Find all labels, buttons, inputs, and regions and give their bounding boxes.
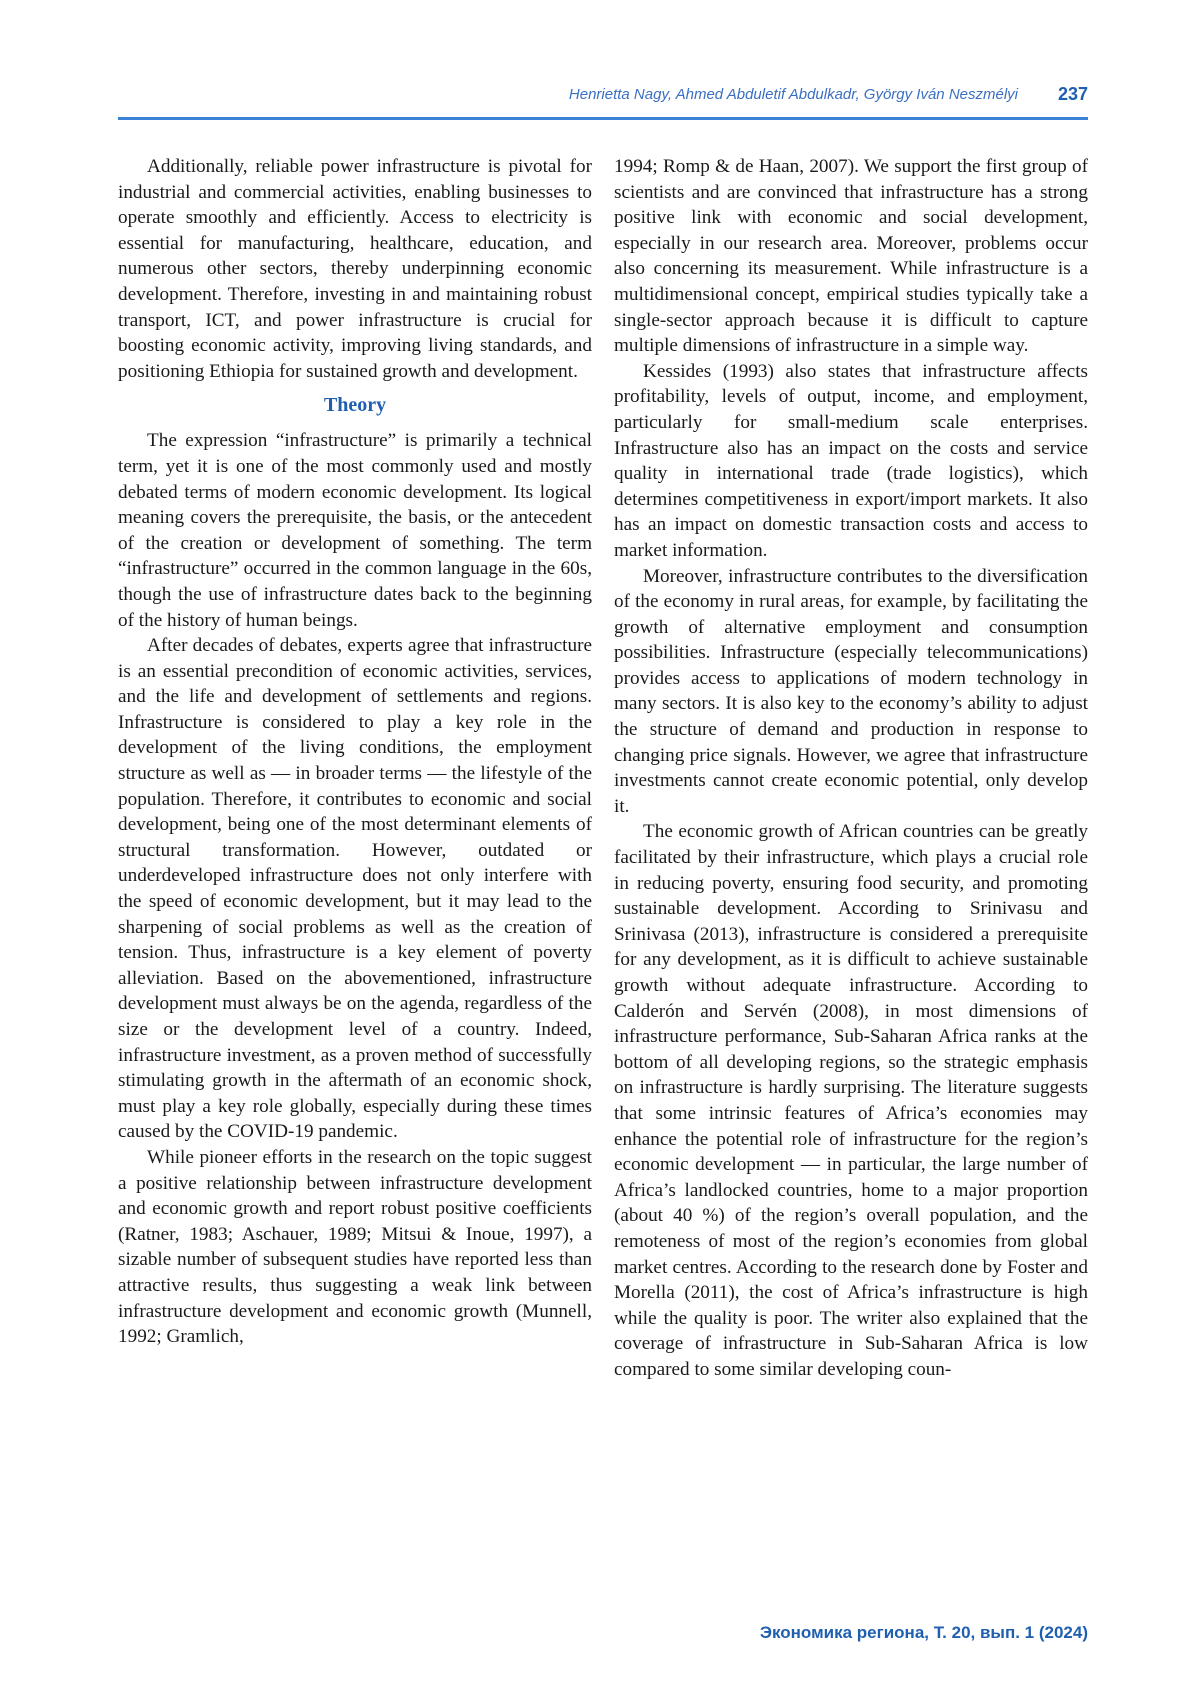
paragraph: After decades of debates, experts agree that infrastructure is an essential precondition of economic activities, services, and the life and development of settlements and regions. Infrastructure is considered to play a key role in the development of the living conditions, the employment structure as well as — in broader terms — the lifestyle of the population. Therefore, it contributes to economic and social development, being one of the most determinant elements of structural transformation. However, outdated or underdeveloped infrastructure does not only interfere with the speed of economic development, but it may lead to the sharpening of social problems as well as the creation of tension. Thus, infrastructure is a key element of poverty alleviation. Based on the abovementioned, infrastructure development must always be on the agenda, regardless of the size or the development level of a country. Indeed, infrastructure investment, as a proven method of successfully stimulating growth in the aftermath of an economic shock, must play a key role globally, especially during these times caused by the COVID-19 pandemic. bbox=[118, 635, 592, 1143]
paragraph: While pioneer efforts in the research on the topic suggest a positive relationship between infrastructure development and economic growth and report robust positive coefficients (Ratner, 1983; Aschauer, 1989; Mitsui & Inoue, 1997), a sizable number of subsequent studies have reported less than attractive results, thus suggesting a weak link between infrastructure development and economic growth (Munnell, 1992; Gramlich, bbox=[118, 1146, 592, 1348]
left-column bbox=[118, 154, 592, 1350]
paragraph: The economic growth of African countries can be greatly facilitated by their infrastructure, which plays a crucial role in reducing poverty, ensuring food security, and promoting sustainable development. According to Srinivasu and Srinivasa (2013), infrastructure is considered a prerequisite for any development, as it is difficult to achieve sustainable growth without adequate infrastructure. According to Calderón and Servén (2008), in most dimensions of infrastructure performance, Sub-Saharan Africa ranks at the bottom of all developing regions, so the strategic emphasis on infrastructure is hardly surprising. The literature suggests that some intrinsic features of Africa’s economies may enhance the potential role of infrastructure for the region’s economic development — in particular, the large number of Africa’s landlocked countries, home to a major proportion (about 40 %) of the region’s overall population, and the remoteness of most of the region’s economies from global market centres. According to the research done by Foster and Morella (2011), the cost of Africa’s infrastructure is high while the quality is poor. The writer also explained that the coverage of infrastructure in Sub-Saharan Africa is low compared to some similar developing coun- bbox=[614, 821, 1088, 1380]
header-divider bbox=[118, 117, 1088, 120]
page-number: 237 bbox=[1057, 84, 1088, 104]
journal-footer: Экономика региона, Т. 20, вып. 1 (2024) bbox=[759, 1623, 1088, 1642]
paragraph: Kessides (1993) also states that infrastructure affects profitability, levels of output, income, and employment, particularly for small-medium scale enterprises. Infrastructure also has an impact on the costs and service quality in international trade (trade logistics), which determines competitiveness in export/import markets. It also has an impact on domestic transaction costs and access to market information. bbox=[614, 360, 1088, 561]
paragraph: 1994; Romp & de Haan, 2007). We support the first group of scientists and are convinced that infrastructure has a strong positive link with economic and social development, especially in our research area. Moreover, problems occur also concerning its measurement. While infrastructure is a multidimensional concept, empirical studies typically take a single-sector approach because it is difficult to capture multiple dimensions of infrastructure in a simple way. bbox=[614, 156, 1088, 357]
right-column bbox=[614, 154, 1088, 1383]
paragraph: Moreover, infrastructure contributes to the diversification of the economy in rural areas, for example, by facilitating the growth of alternative employment and consumption possibilities. Infrastructure (especially telecommunications) provides access to applications of modern technology in many sectors. It is also key to the economy’s ability to adjust the structure of demand and production in response to changing price signals. However, we agree that infrastructure investments cannot create economic potential, only develop it. bbox=[614, 565, 1088, 817]
paragraph: Additionally, reliable power infrastructure is pivotal for industrial and commercial activities, enabling businesses to operate smoothly and efficiently. Access to electricity is essential for manufacturing, healthcare, education, and numerous other sectors, thereby underpinning economic development. Therefore, investing in and maintaining robust transport, ICT, and power infrastructure is crucial for boosting economic activity, improving living standards, and positioning Ethiopia for sustained growth and development. bbox=[118, 156, 592, 382]
section-heading: Theory bbox=[323, 394, 387, 417]
running-header bbox=[118, 86, 1088, 114]
header-authors: Henrietta Nagy, Ahmed Abduletif Abdulkadr, György Iván Neszmélyi bbox=[568, 86, 1018, 103]
paragraph: The expression “infrastructure” is primarily a technical term, yet it is one of the most commonly used and mostly debated terms of modern economic development. Its logical meaning covers the prerequisite, the basis, or the antecedent of the creation or development of something. The term “infrastructure” occurred in the common language in the 60s, though the use of infrastructure dates back to the beginning of the history of human beings. bbox=[118, 430, 592, 631]
